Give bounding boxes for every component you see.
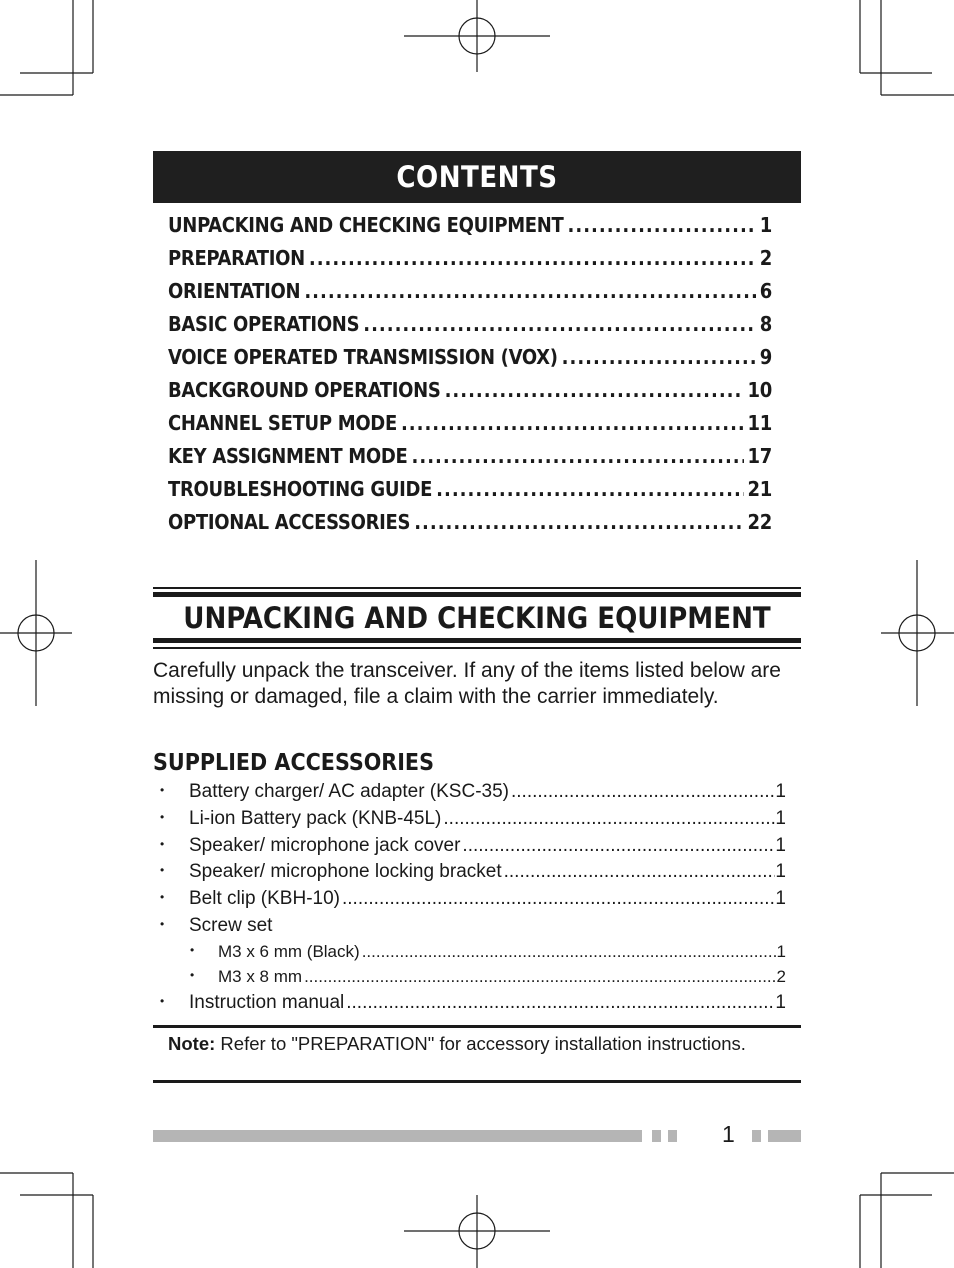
- footer-square: [752, 1130, 761, 1142]
- toc-entry-label: BASIC OPERATIONS: [168, 312, 360, 336]
- toc-leader-dots: [445, 378, 744, 402]
- list-item: [160, 992, 786, 1019]
- item-label: Instruction manual: [189, 991, 345, 1013]
- page-number: 1: [722, 1121, 735, 1147]
- bullet: •: [160, 809, 165, 824]
- toc-entry-page: 8: [759, 312, 772, 336]
- toc-entry[interactable]: [168, 411, 772, 444]
- item-label: Screw set: [189, 914, 273, 936]
- toc-entry-label: UNPACKING AND CHECKING EQUIPMENT: [168, 213, 564, 237]
- leader-dots: [304, 967, 776, 987]
- item-label: Speaker/ microphone locking bracket: [189, 861, 502, 883]
- item-qty: 1: [776, 941, 786, 961]
- toc-entry[interactable]: [168, 246, 772, 279]
- note: [168, 1032, 788, 1056]
- toc-entry-label: OPTIONAL ACCESSORIES: [168, 510, 411, 534]
- toc-leader-dots: [401, 411, 744, 435]
- bullet: •: [160, 916, 165, 931]
- bullet: •: [190, 942, 195, 957]
- bullet: •: [160, 836, 165, 851]
- list-item: [160, 781, 786, 808]
- item-qty: 1: [775, 861, 786, 883]
- toc-leader-dots: [309, 246, 756, 270]
- toc-entry-label: BACKGROUND OPERATIONS: [168, 378, 441, 402]
- section-title: UNPACKING AND CHECKING EQUIPMENT: [183, 601, 771, 635]
- bullet: •: [190, 967, 195, 982]
- footer-bar-right: [768, 1130, 801, 1142]
- toc-entry-page: 22: [747, 510, 772, 534]
- bullet: •: [160, 863, 165, 878]
- toc-entry-page: 17: [747, 444, 772, 468]
- toc-leader-dots: [412, 444, 744, 468]
- item-qty: 1: [775, 834, 786, 856]
- toc-entry-page: 6: [759, 279, 772, 303]
- toc-entry[interactable]: [168, 477, 772, 510]
- list-item: [160, 888, 786, 915]
- leader-dots: [443, 808, 775, 830]
- intro-paragraph: Carefully unpack the transceiver. If any of the items listed below are missing or damaged, file a claim with the carrier immediately.: [153, 659, 781, 708]
- footer-square: [652, 1130, 661, 1142]
- list-subitem: [160, 942, 786, 967]
- item-qty: 2: [776, 966, 786, 986]
- note-text: Refer to "PREPARATION" for accessory installation instructions.: [215, 1033, 746, 1054]
- toc-entry-page: 9: [759, 345, 772, 369]
- item-label: Battery charger/ AC adapter (KSC-35): [189, 781, 509, 802]
- toc-entry[interactable]: [168, 312, 772, 345]
- toc-leader-dots: [304, 279, 755, 303]
- section-rule-bottom-thin: [153, 647, 801, 649]
- toc-entry[interactable]: [168, 345, 772, 378]
- list-item: [160, 808, 786, 835]
- toc-entry[interactable]: [168, 378, 772, 411]
- toc-entry-label: VOICE OPERATED TRANSMISSION (VOX): [168, 345, 558, 369]
- toc-entry-label: ORIENTATION: [168, 279, 301, 303]
- accessories-list: [160, 781, 786, 1019]
- note-rule-top: [153, 1025, 801, 1028]
- toc-leader-dots: [568, 213, 756, 237]
- toc-entry-page: 10: [747, 378, 772, 402]
- item-label: Belt clip (KBH-10): [189, 888, 340, 910]
- item-label: Speaker/ microphone jack cover: [189, 834, 461, 856]
- toc-entry-page: 1: [759, 213, 772, 237]
- note-label: Note:: [168, 1033, 216, 1054]
- leader-dots: [346, 992, 775, 1014]
- toc-entry-label: TROUBLESHOOTING GUIDE: [168, 477, 433, 501]
- toc-leader-dots: [562, 345, 756, 369]
- bullet: •: [160, 783, 165, 797]
- section-rule-bottom-thick: [153, 638, 801, 643]
- leader-dots: [362, 942, 777, 962]
- leader-dots: [342, 888, 775, 910]
- bullet: •: [160, 993, 165, 1008]
- item-qty: 1: [775, 888, 786, 910]
- list-item: [160, 835, 786, 862]
- item-qty: 1: [775, 991, 786, 1013]
- footer-bar: [153, 1130, 642, 1142]
- list-subitem: [160, 967, 786, 992]
- toc-entry[interactable]: [168, 213, 772, 246]
- table-of-contents: [168, 213, 772, 543]
- item-label: Li-ion Battery pack (KNB-45L): [189, 807, 442, 829]
- item-qty: 1: [775, 807, 786, 829]
- toc-entry[interactable]: [168, 279, 772, 312]
- leader-dots: [462, 835, 775, 857]
- toc-entry-label: PREPARATION: [168, 246, 305, 270]
- section-rule-top-thick: [153, 592, 801, 597]
- list-item: [160, 915, 786, 942]
- toc-entry-page: 21: [747, 477, 772, 501]
- section-rule-top-thin: [153, 587, 801, 589]
- list-item: [160, 861, 786, 888]
- toc-leader-dots: [363, 312, 756, 336]
- leader-dots: [504, 861, 776, 883]
- toc-entry-page: 2: [759, 246, 772, 270]
- bullet: •: [160, 890, 165, 905]
- item-label: M3 x 6 mm (Black): [218, 941, 360, 961]
- toc-entry-label: KEY ASSIGNMENT MODE: [168, 444, 408, 468]
- item-qty: 1: [775, 781, 786, 802]
- leader-dots: [511, 781, 775, 803]
- item-label: M3 x 8 mm: [218, 966, 303, 986]
- footer-square: [668, 1130, 677, 1142]
- supplied-accessories-heading: SUPPLIED ACCESSORIES: [153, 750, 434, 776]
- contents-title: CONTENTS: [153, 151, 801, 203]
- toc-entry-page: 11: [747, 411, 772, 435]
- note-rule-bottom: [153, 1080, 801, 1083]
- toc-entry[interactable]: [168, 444, 772, 477]
- toc-leader-dots: [436, 477, 743, 501]
- toc-entry-label: CHANNEL SETUP MODE: [168, 411, 397, 435]
- toc-entry[interactable]: [168, 510, 772, 543]
- toc-leader-dots: [414, 510, 743, 534]
